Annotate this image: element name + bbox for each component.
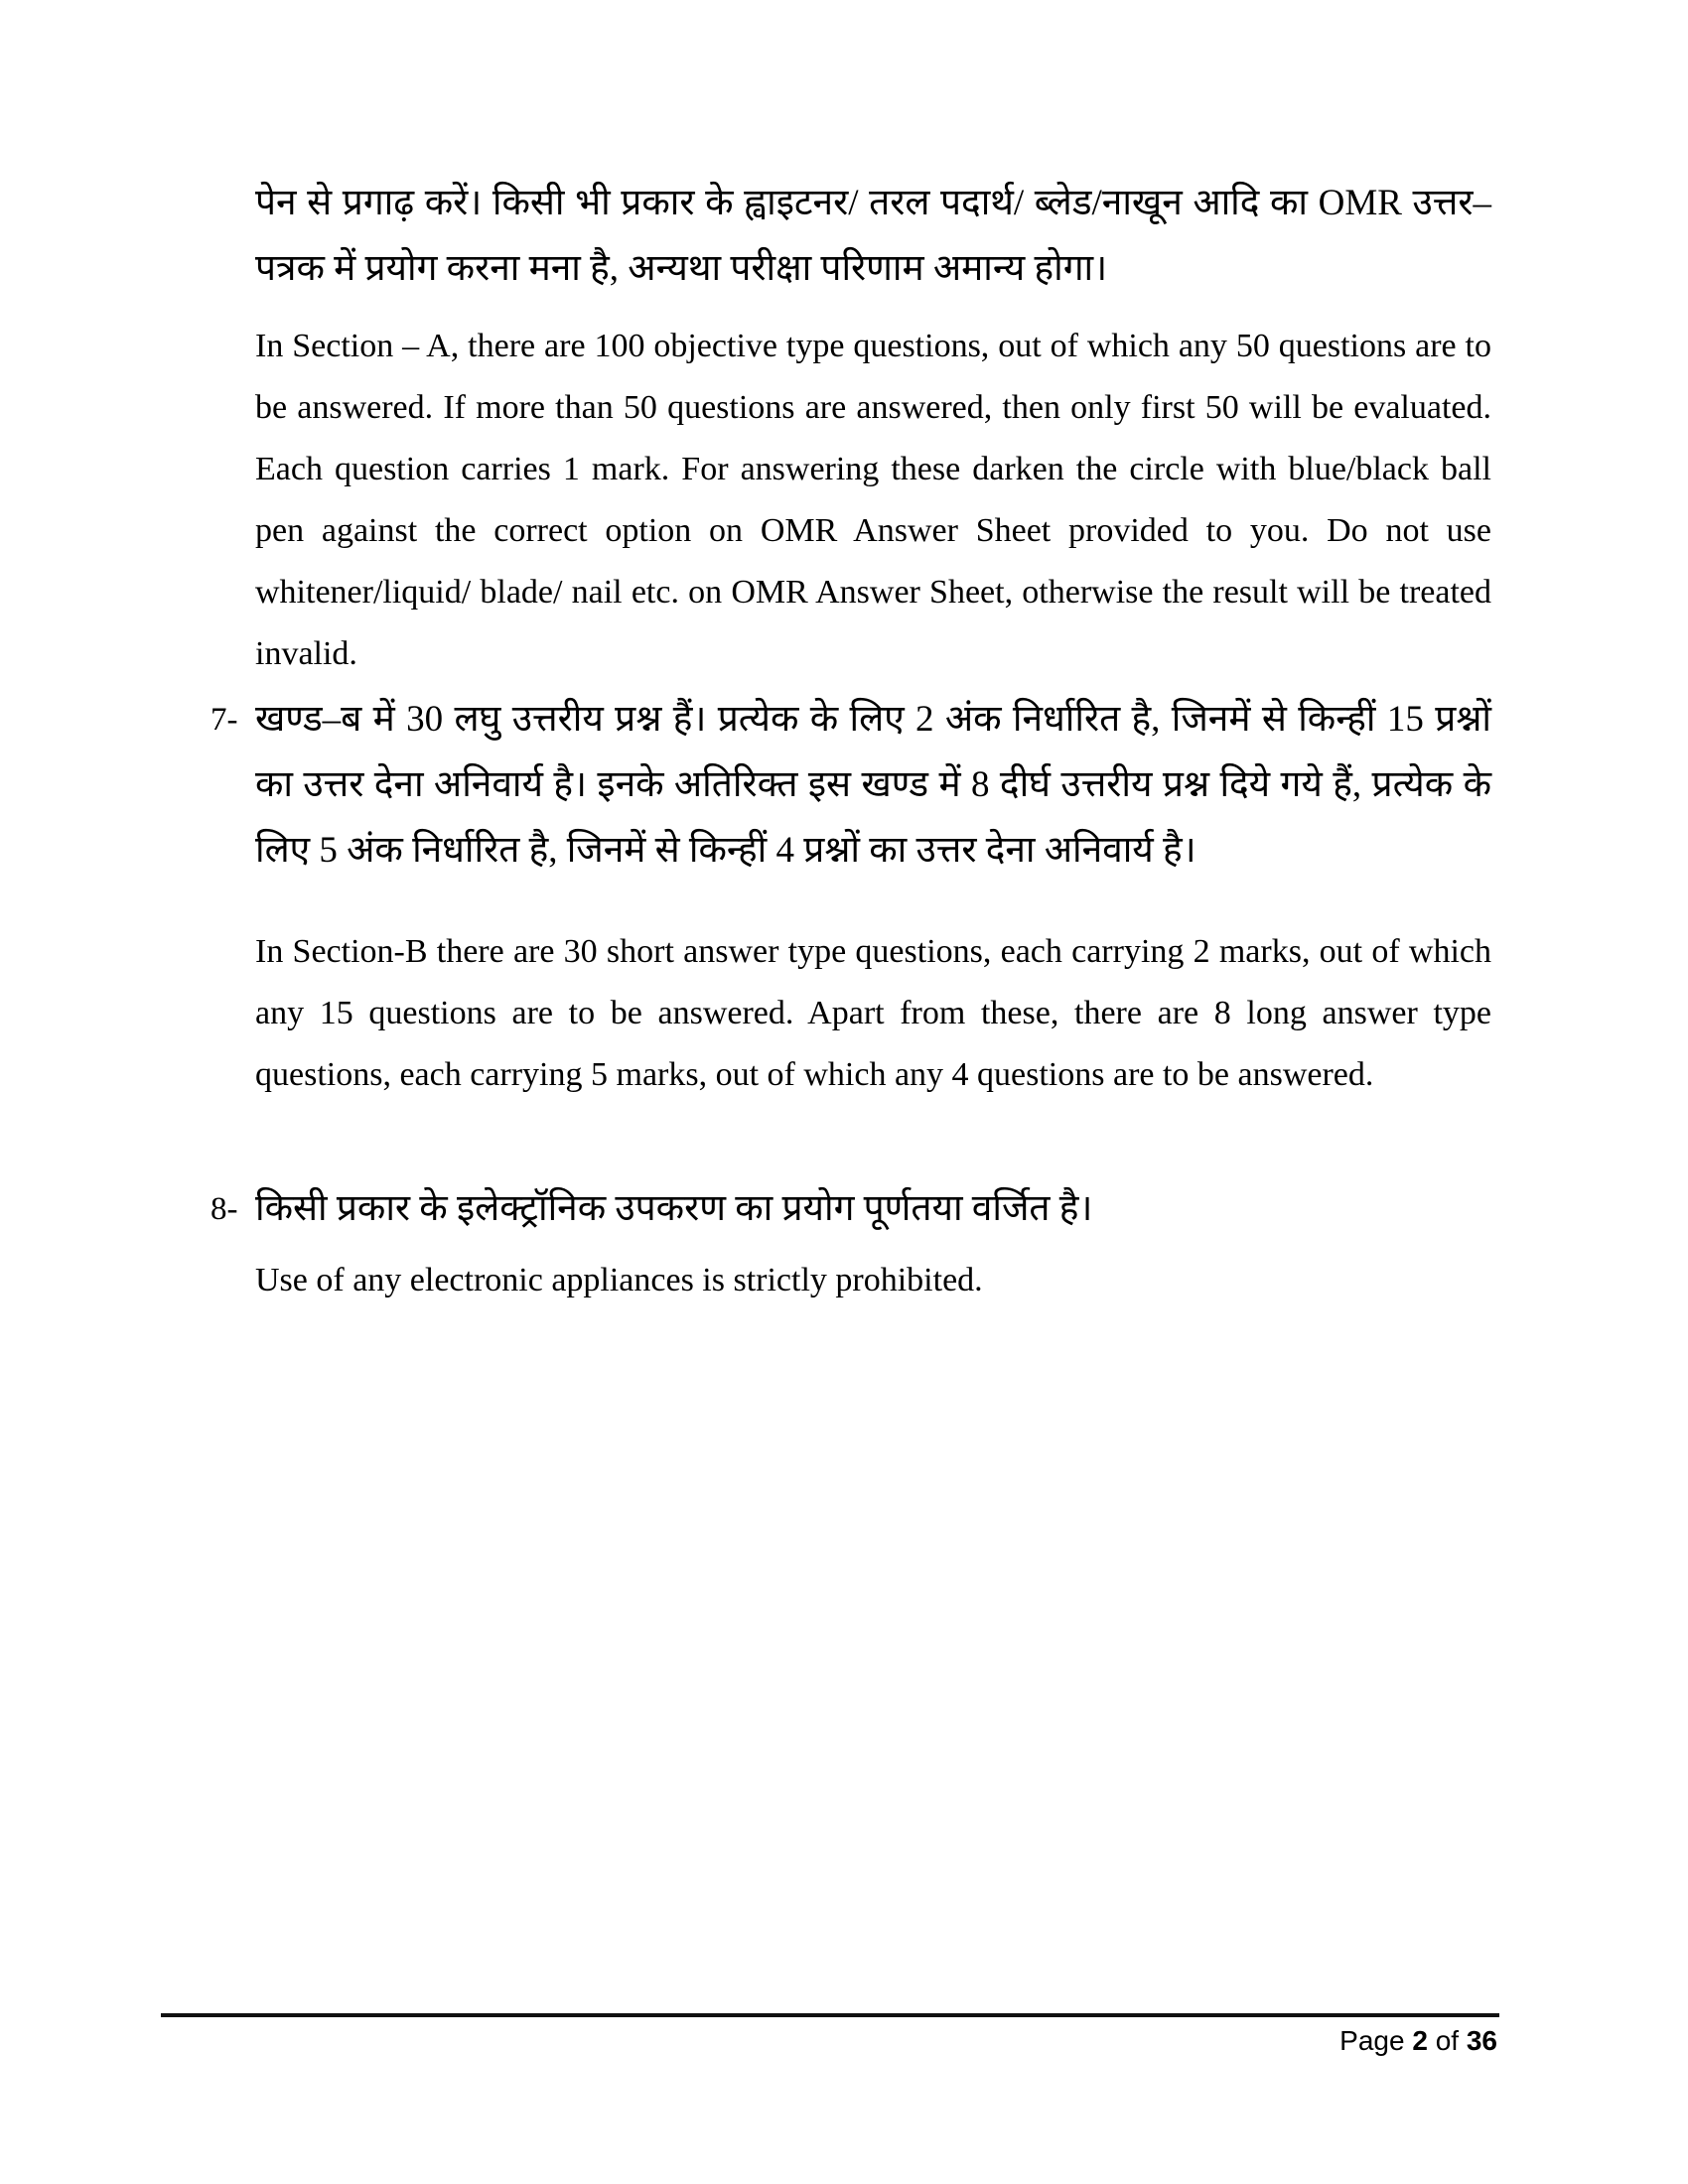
footer-page-label: Page	[1339, 2025, 1405, 2056]
footer-page-number: 2	[1412, 2025, 1428, 2056]
section-a-english-paragraph: In Section – A, there are 100 objective type questions, out of which any 50 questions are to be answered. If more than 50 questions are answered, then only first 50 will be evaluated. Each question carries 1 mark. For answering these darken the circle with blue/black ball pen against the correct option on OMR Answer Sheet provided to you. Do not use whitener/liquid/ blade/ nail etc. on OMR Answer Sheet, otherwise the result will be treated invalid.	[255, 328, 1491, 672]
footer-divider-line	[161, 2013, 1499, 2017]
intro-hindi-paragraph: पेन से प्रगाढ़ करें। किसी भी प्रकार के ह्वाइटनर/ तरल पदार्थ/ ब्लेड/नाखून आदि का OMR उत्तर–पत्रक में प्रयोग करना मना है, अन्यथा परीक्षा परिणाम अमान्य होगा।	[255, 183, 1491, 289]
item-8-number: 8-	[211, 1191, 238, 1227]
item-8-hindi-text: किसी प्रकार के इलेक्ट्रॉनिक उपकरण का प्रयोग पूर्णतया वर्जित है।	[255, 1188, 1093, 1229]
footer-page-indicator	[1339, 2023, 1497, 2059]
footer-of-label: of	[1435, 2025, 1460, 2056]
footer-total-pages: 36	[1466, 2025, 1497, 2056]
item-7-hindi-text: खण्ड–ब में 30 लघु उत्तरीय प्रश्न हैं। प्रत्येक के लिए 2 अंक निर्धारित है, जिनमें से किन्हीं 15 प्रश्नों का उत्तर देना अनिवार्य है। इनके अतिरिक्त इस खण्ड में 8 दीर्घ उत्तरीय प्रश्न दिये गये हैं, प्रत्येक के लिए 5 अंक निर्धारित है, जिनमें से किन्हीं 4 प्रश्नों का उत्तर देना अनिवार्य है।	[255, 699, 1491, 871]
instruction-item-8	[211, 1176, 1491, 1311]
instruction-item-7	[211, 687, 1491, 884]
item-8-english-text: Use of any electronic appliances is strictly prohibited.	[255, 1262, 983, 1298]
section-b-english-paragraph: In Section-B there are 30 short answer type questions, each carrying 2 marks, out of which any 15 questions are to be answered. Apart from these, there are 8 long answer type questions, each carrying 5 marks, out of which any 4 questions are to be answered.	[255, 933, 1491, 1093]
item-7-number: 7-	[211, 702, 238, 738]
